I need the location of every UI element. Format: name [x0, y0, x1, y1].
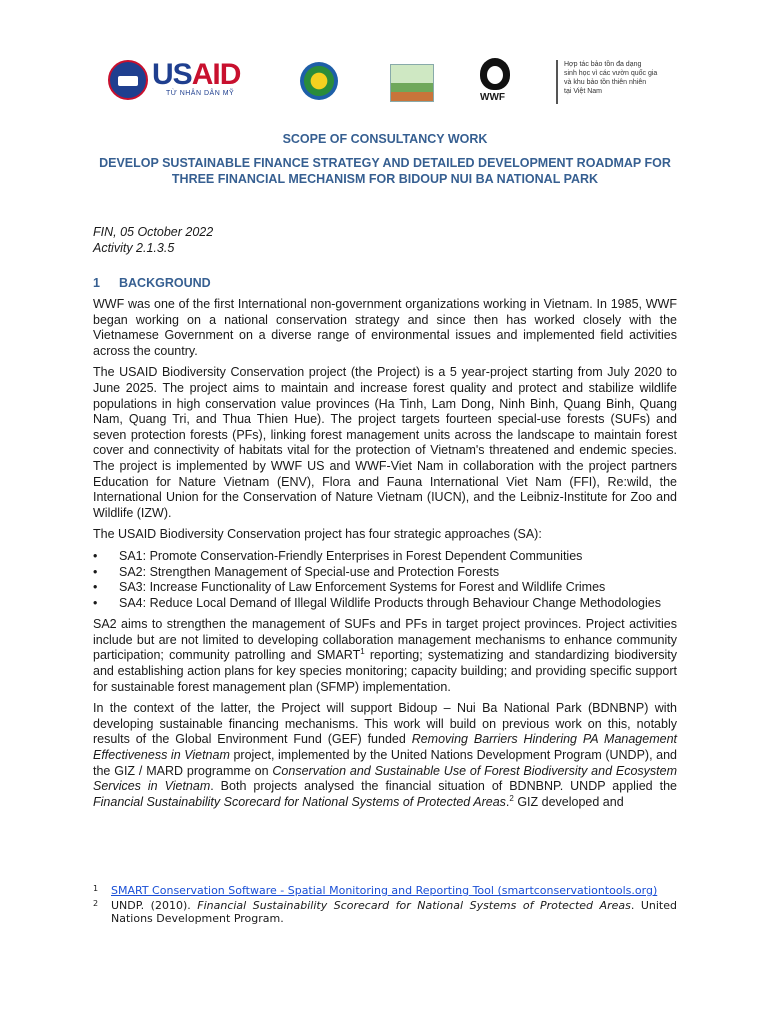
wwf-logo: [478, 58, 512, 104]
p5-italic-1: Removing Barriers Hindering PA Management Effectiveness in Vietnam: [93, 732, 677, 763]
wwf-wordmark: WWF: [480, 92, 505, 103]
paragraph-2: The USAID Biodiversity Conservation project (the Project) is a 5 year-project starting from July 2020 to June 2025. The project aims to maintain and increase forest quality and protect and stabilize wildlife populations in high conservation value provinces (Ha Tinh, Lam Dong, Ninh Binh, Quang Binh, Quang Nam, Quang Tri, and Thua Thien Hue). The project targets fourteen special-use forests (SUFs) and seven protection forests (PFs), linking forest management units across the landscape to maintain forest cover and connectivity of habitats vital for the protection of Vietnam's threatened and endemic species. The project is implemented by WWF US and WWF-Viet Nam in collaboration with the project partners Education for Nature Vietnam (ENV), Flora and Fauna International Viet Nam (FFI), Re:wild, the International Union for the Conservation of Nature Vietnam (IUCN), and the Leibniz-Institute for Zoo and Wildlife (IZW).: [93, 365, 677, 520]
p5-text-e: GIZ developed and: [513, 794, 624, 809]
document-meta: [93, 224, 677, 256]
footnote-2-mark: 2: [93, 899, 99, 908]
usaid-seal-icon: [108, 60, 148, 100]
list-item: • SA2: Strengthen Management of Special-use and Protection Forests: [93, 565, 677, 581]
p5-italic-3: Financial Sustainability Scorecard for National Systems of Protected Areas: [93, 794, 506, 809]
p5-text-a: In the context of the latter, the Project will support Bidoup – Nui Ba National Park (BDNBNP) with developing sustainable financing mechanisms. This work will build on previous work on this, notably results of the Global Environment Fund (GEF) funded: [93, 701, 677, 747]
panda-icon: [480, 58, 510, 90]
meta-activity: Activity 2.1.3.5: [93, 241, 175, 255]
document-title: SCOPE OF CONSULTANCY WORK: [282, 132, 488, 146]
meta-date: FIN, 05 October 2022: [93, 225, 214, 239]
usaid-wordmark: USAID: [152, 58, 241, 91]
footnote-1: [93, 884, 677, 897]
footnotes: [93, 884, 677, 927]
strategic-approaches-list: [93, 549, 677, 611]
p5-text-d: .: [505, 794, 510, 809]
document-subtitle: DEVELOP SUSTAINABLE FINANCE STRATEGY AND DETAILED DEVELOPMENT ROADMAP FOR THREE FINANCIAL MECHANISM FOR BIDOUP NUI BA NATIONAL PARK: [99, 156, 671, 186]
footnote-2: [93, 899, 677, 925]
footnote-2-italic: Financial Sustainability Scorecard for National Systems of Protected Areas: [197, 899, 631, 912]
paragraph-1: WWF was one of the first International non-government organizations working in Vietnam. In 1985, WWF began working on a national conservation strategy and since then has worked closely with the Vietnamese Government on a diverse range of environmental issues and implemented field activities across the country.: [93, 297, 677, 358]
document-body: [93, 297, 677, 816]
bio-line-4: tại Việt Nam: [564, 88, 602, 95]
list-item: • SA3: Increase Functionality of Law Enforcement Systems for Forest and Wildlife Crimes: [93, 580, 677, 596]
footnote-ref-1[interactable]: 1: [360, 647, 365, 657]
paragraph-5: [93, 701, 677, 810]
bio-line-1: Hợp tác bảo tồn đa dạng: [564, 61, 642, 68]
p5-text-c: . Both projects analysed the financial situation of BDNBNP. UNDP applied the: [210, 779, 677, 794]
mard-logo-icon: [390, 64, 434, 102]
biodiversity-partnership-logo: [556, 60, 684, 104]
section-title: BACKGROUND: [119, 276, 211, 290]
usaid-tagline: TỪ NHÂN DÂN MỸ: [166, 90, 235, 97]
paragraph-3: The USAID Biodiversity Conservation project has four strategic approaches (SA):: [93, 527, 542, 542]
section-heading: [93, 276, 677, 290]
list-item: • SA1: Promote Conservation-Friendly Enterprises in Forest Dependent Communities: [93, 549, 677, 565]
smart-conservation-link[interactable]: SMART Conservation Software - Spatial Monitoring and Reporting Tool (smartconservationtools.org): [111, 884, 658, 897]
bio-line-2: sinh học vì các vườn quốc gia: [564, 70, 658, 77]
section-number: 1: [93, 276, 100, 290]
p4-text-b: reporting; systematizing and standardizing biodiversity and establishing action plans for key species monitoring; capacity building; and providing specific support for sustainable forest management plan (SFMP) implementation.: [93, 648, 677, 694]
paragraph-4: [93, 617, 677, 695]
p5-text-b: project, implemented by the United Nations Development Program (UNDP), and the GIZ / MARD programme on: [93, 748, 677, 778]
logo-bar: [0, 56, 770, 108]
footnote-1-mark: 1: [93, 884, 99, 893]
footnote-2-text-b: . United Nations Development Program.: [111, 899, 677, 925]
usaid-logo: [108, 60, 248, 102]
footnote-ref-2[interactable]: 2: [509, 793, 514, 803]
bio-line-3: và khu bảo tồn thiên nhiên: [564, 79, 647, 86]
list-item: • SA4: Reduce Local Demand of Illegal Wildlife Products through Behaviour Change Methodologies: [93, 596, 677, 612]
p4-text-a: SA2 aims to strengthen the management of SUFs and PFs in target project provinces. Project activities include but are not limited to developing collaboration management mechanisms to enhance community participation; community patrolling and SMART: [93, 617, 677, 663]
footnote-2-text-a: UNDP. (2010).: [111, 899, 198, 912]
government-emblem-icon: [300, 62, 338, 100]
p5-italic-2: Conservation and Sustainable Use of Forest Biodiversity and Ecosystem Services in Vietnam: [93, 763, 678, 794]
